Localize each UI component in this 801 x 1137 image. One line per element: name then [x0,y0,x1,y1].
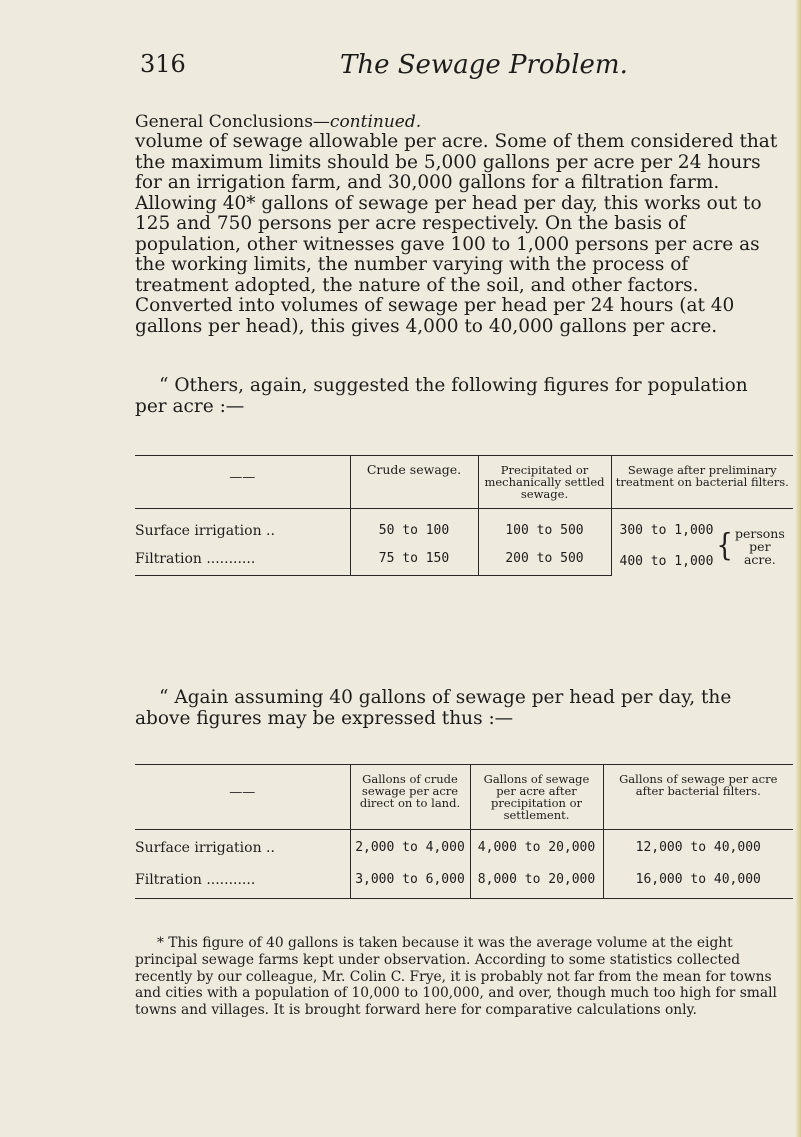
row-label: Filtration ........... [135,539,350,576]
table-cell: 300 to 1,000 [619,523,714,538]
paragraph-1: volume of sewage allowable per acre. Some of them considered that the maximum limits should be 5,000 gallons per acre per 24 hours for an irrigation farm, and 30,000 gallons for a filtration farm. Allowing 40* gallons of sewage per head per day, this works out to 125 and 750 persons per acre respectively. On the basis of population, other witnesses gave 100 to 1,000 persons per acre as the working limits, the number varying with the process of treatment adopted, the nature of the soil, and other factors. Converted into volumes of sewage per head per 24 hours (at 40 gallons per head), this gives 4,000 to 40,000 gallons per acre. [135,131,778,337]
column-header: Precipitated or mechanically settled sewage. [478,456,611,509]
section-heading [135,112,421,132]
running-title: The Sewage Problem. [340,50,628,80]
column-header: Crude sewage. [350,456,478,509]
table-cell: 3,000 to 6,000 [350,856,470,899]
brace-note-line: per [749,538,771,554]
table-row [135,830,793,857]
row-label: Filtration ........... [135,856,350,899]
section-title: General Conclusions— [135,112,330,132]
table-cell: 100 to 500 [478,509,611,540]
table-row [135,509,793,540]
section-title-continued: continued. [329,112,422,132]
brace-note-line: persons [734,525,785,541]
table-cell: 8,000 to 20,000 [470,856,603,899]
column-header: Gallons of crude sewage per acre direct on to land. [350,765,470,830]
blank-header: —— [135,456,350,509]
brace-note-line: acre. [743,551,776,567]
brace-cell [611,509,793,576]
table-cell: 16,000 to 40,000 [603,856,793,899]
footnote: * This figure of 40 gallons is taken because it was the average volume at the eight principal sewage farms kept under observation. According to some statistics collected recently by our colleague, Mr. Colin C. Frye, it is probably not far from the mean for towns and cities with a population of 10,000 to 100,000, and over, though much too high for small towns and villages. It is brought forward here for comparative calculations only. [135,935,777,1019]
table-cell: 4,000 to 20,000 [470,830,603,857]
table-cell: 12,000 to 40,000 [603,830,793,857]
population-per-acre-table [135,455,793,576]
column-header: Gallons of sewage per acre after bacterial filters. [603,765,793,830]
gallons-per-acre-table [135,764,793,899]
column-header: Gallons of sewage per acre after precipitation or settlement. [470,765,603,830]
paragraph-3: “ Again assuming 40 gallons of sewage per head per day, the above figures may be expressed thus :— [135,687,732,729]
column-header: Sewage after preliminary treatment on bacterial filters. [611,456,793,509]
row-label: Surface irrigation .. [135,509,350,540]
page-edge [795,0,801,1137]
page-header [140,50,780,90]
table-cell: 75 to 150 [350,539,478,576]
table-row [135,856,793,899]
table-header-row [135,765,793,830]
table-cell: 2,000 to 4,000 [350,830,470,857]
paragraph-2: “ Others, again, suggested the following figures for population per acre :— [135,375,748,417]
brace-icon: { [716,528,733,564]
blank-header: —— [135,765,350,830]
row-label: Surface irrigation .. [135,830,350,857]
table-header-row [135,456,793,509]
page-number: 316 [140,50,186,78]
table-cell: 400 to 1,000 [619,554,714,569]
table-cell: 50 to 100 [350,509,478,540]
table-cell: 200 to 500 [478,539,611,576]
